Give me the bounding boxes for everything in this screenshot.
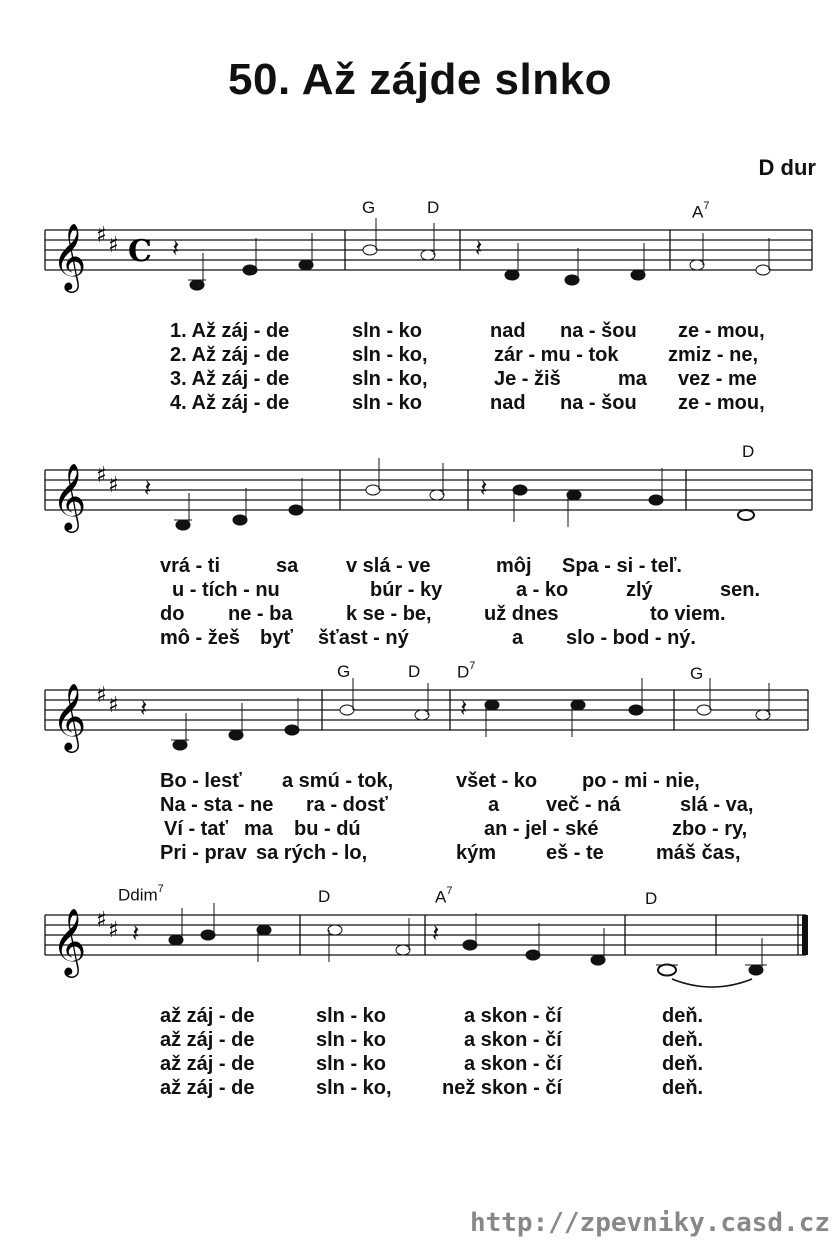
chord-symbol: D <box>427 198 440 217</box>
staff-system-4 <box>0 875 840 995</box>
lyric-line: Ví - tať ma bu - dú an - jel - ské zbo - ry, <box>164 818 748 840</box>
svg-text:♯: ♯ <box>96 683 107 708</box>
chord-symbol: D <box>645 889 658 908</box>
lyric-line: až záj - de sln - ko a skon - čí deň. <box>160 1005 704 1027</box>
chord-symbol: D <box>318 887 331 906</box>
lyric-line: 4. Až záj - de sln - ko nad na - šou ze - mou, <box>170 392 765 414</box>
key-signature-label: D dur <box>758 155 816 180</box>
lyric-line: u - tích - nu búr - ky a - ko zlý sen. <box>172 579 761 601</box>
svg-text:𝄽: 𝄽 <box>475 235 483 262</box>
svg-text:𝄽: 𝄽 <box>140 695 148 722</box>
staff-notation <box>0 190 840 310</box>
chord-symbol: $A^7$ <box>692 200 710 222</box>
svg-text:♯: ♯ <box>108 918 119 943</box>
svg-text:♯: ♯ <box>108 693 119 718</box>
chord-symbol: $A^7$ <box>435 885 453 907</box>
chord-symbol: D <box>408 662 421 681</box>
lyric-line: 3. Až záj - de sln - ko, Je - žiš ma vez - me <box>170 368 757 390</box>
svg-text:𝄽: 𝄽 <box>132 920 140 947</box>
lyric-line: až záj - de sln - ko, než skon - čí deň. <box>160 1077 704 1099</box>
lyric-line: mô - žeš byť šťast - ný a slo - bod - ný. <box>160 627 696 649</box>
lyric-line: Na - sta - ne ra - dosť a več - ná slá - va, <box>160 794 754 816</box>
svg-text:♯: ♯ <box>108 473 119 498</box>
lyric-line: až záj - de sln - ko a skon - čí deň. <box>160 1053 704 1075</box>
svg-text:♯: ♯ <box>96 463 107 488</box>
chord-symbol: G <box>337 662 351 681</box>
chord-symbol: G <box>690 664 704 683</box>
svg-text:𝄞: 𝄞 <box>52 462 87 530</box>
lyric-line: Bo - lesť a smú - tok, všet - ko po - mi - nie, <box>160 770 700 792</box>
chord-symbol: $D^7$ <box>457 660 476 682</box>
staff-notation <box>0 430 840 550</box>
svg-text:♯: ♯ <box>96 908 107 933</box>
svg-text:𝄽: 𝄽 <box>432 920 440 947</box>
staff-notation <box>0 650 840 770</box>
staff-notation <box>0 875 840 995</box>
source-url-footer[interactable]: http://zpevniky.casd.cz <box>469 1208 830 1238</box>
svg-text:♯: ♯ <box>96 223 107 248</box>
staff-system-2 <box>0 430 840 550</box>
svg-text:𝄽: 𝄽 <box>172 235 180 262</box>
page-title: 50. Až zájde slnko <box>228 55 612 104</box>
chord-symbol: G <box>362 198 376 217</box>
svg-text:♯: ♯ <box>108 233 119 258</box>
svg-text:𝄽: 𝄽 <box>144 475 152 502</box>
chord-symbol: D <box>742 442 755 461</box>
lyric-line: Pri - prav sa rých - lo, kým eš - te máš čas, <box>160 842 741 864</box>
staff-system-3 <box>0 650 840 770</box>
lyric-line: 2. Až záj - de sln - ko, zár - mu - tok zmiz - ne, <box>170 344 759 366</box>
svg-text:𝄽: 𝄽 <box>480 475 488 502</box>
svg-text:𝄞: 𝄞 <box>52 907 87 975</box>
staff-system-1 <box>0 190 840 310</box>
svg-text:𝄽: 𝄽 <box>460 695 468 722</box>
chord-symbol: Ddim$^7$ <box>118 883 164 905</box>
lyric-line: do ne - ba k se - be, už dnes to viem. <box>160 603 726 625</box>
lyric-line: vrá - ti sa v slá - ve môj Spa - si - teľ. <box>160 555 682 577</box>
svg-text:C: C <box>128 234 152 269</box>
lyric-line: až záj - de sln - ko a skon - čí deň. <box>160 1029 704 1051</box>
svg-text:𝄞: 𝄞 <box>52 682 87 750</box>
lyric-line: 1. Až záj - de sln - ko nad na - šou ze - mou, <box>170 320 765 342</box>
svg-text:𝄞: 𝄞 <box>52 222 87 290</box>
